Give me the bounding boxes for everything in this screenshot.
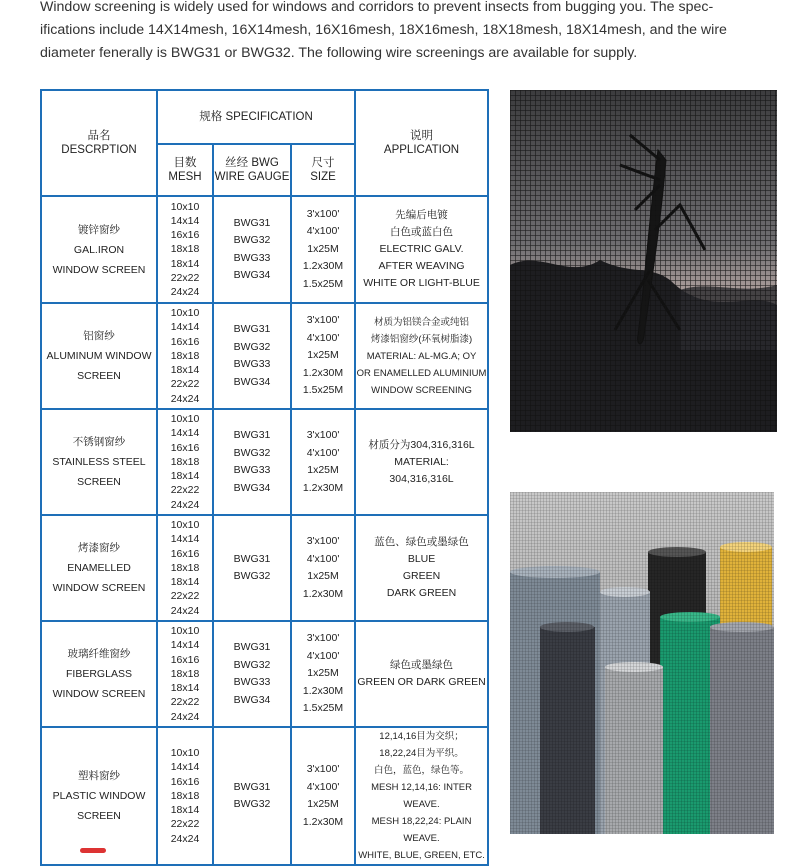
row-size-line: 1.2x30M bbox=[302, 684, 344, 697]
row-wire-gauge-line: BWG31 bbox=[233, 641, 271, 653]
row-description-line: 镀锌窗纱 bbox=[78, 223, 120, 236]
row-mesh bbox=[157, 727, 213, 865]
row-mesh-line: 16x16 bbox=[170, 441, 200, 454]
row-wire-gauge-line: BWG32 bbox=[233, 658, 271, 671]
row-mesh-line: 10x10 bbox=[170, 519, 200, 532]
row-mesh-line: 10x10 bbox=[170, 413, 200, 426]
row-mesh-line: 18x18 bbox=[170, 561, 200, 574]
row-size-line: 1.5x25M bbox=[302, 277, 344, 290]
mantis-on-screen-photo bbox=[510, 90, 777, 432]
row-description-line: FIBERGLASS bbox=[66, 668, 132, 680]
row-mesh bbox=[157, 409, 213, 515]
header-wire-gauge-en: WIRE GAUGE bbox=[214, 171, 290, 183]
header-application-en: APPLICATION bbox=[383, 144, 460, 156]
row-size-line: 1.5x25M bbox=[302, 384, 344, 397]
row-mesh bbox=[157, 303, 213, 409]
row-mesh-line: 16x16 bbox=[170, 775, 200, 788]
row-wire-gauge-line: BWG34 bbox=[233, 481, 271, 494]
row-application-line: 18,22,24目为平织。 bbox=[379, 748, 464, 759]
row-size-line: 1.2x30M bbox=[302, 481, 344, 494]
row-wire-gauge-line: BWG32 bbox=[233, 234, 271, 246]
row-wire-gauge-line: BWG33 bbox=[233, 676, 271, 688]
row-application-line: 304,316,316L bbox=[389, 472, 454, 485]
row-size-line: 1x25M bbox=[307, 570, 339, 582]
row-description-line: 烤漆窗纱 bbox=[78, 542, 120, 554]
row-application bbox=[355, 409, 488, 515]
row-wire-gauge bbox=[213, 196, 291, 303]
row-description-line: 塑料窗纱 bbox=[78, 770, 120, 782]
row-mesh-line: 18x14 bbox=[170, 804, 200, 817]
row-size-line: 1x25M bbox=[307, 242, 339, 255]
row-size-line: 4'x100' bbox=[306, 331, 340, 344]
row-mesh-line: 22x22 bbox=[170, 484, 200, 497]
row-application bbox=[355, 303, 488, 409]
row-description bbox=[41, 409, 157, 515]
row-size-line: 3'x100' bbox=[306, 314, 340, 327]
row-description-line: ENAMELLED bbox=[67, 562, 131, 574]
row-size-line: 4'x100' bbox=[306, 552, 340, 565]
intro-paragraph: Window screening is widely used for windows and corridors to prevent insects from bugging you. The spec-ifications include 14X14mesh, 16X14mesh, 16X16mesh, 18X16mesh, 18X18mesh, 18X14mesh, and the wire diameter fenerally is BWG31 or BWG32. The following wire screenings are available for supply. bbox=[40, 0, 727, 61]
row-mesh-line: 22x22 bbox=[170, 378, 200, 391]
row-wire-gauge bbox=[213, 515, 291, 621]
row-size-line: 1.2x30M bbox=[302, 815, 344, 828]
row-mesh-line: 22x22 bbox=[170, 696, 200, 709]
row-application bbox=[355, 515, 488, 621]
row-description-line: 铝窗纱 bbox=[83, 330, 115, 342]
row-size-line: 1x25M bbox=[307, 798, 339, 810]
row-application bbox=[355, 727, 488, 865]
row-size-line: 1x25M bbox=[307, 464, 339, 476]
row-size-line: 3'x100' bbox=[306, 763, 340, 775]
row-application-line: 绿色或墨绿色 bbox=[390, 659, 454, 671]
header-specification: 规格 SPECIFICATION bbox=[157, 90, 355, 144]
row-description bbox=[41, 727, 157, 865]
row-mesh-line: 14x14 bbox=[170, 321, 200, 334]
row-mesh-line: 18x18 bbox=[170, 455, 200, 468]
row-wire-gauge-line: BWG34 bbox=[233, 269, 271, 281]
row-description-line: PLASTIC WINDOW bbox=[52, 790, 146, 802]
row-mesh-line: 24x24 bbox=[170, 604, 200, 617]
header-description-cn: 品名 bbox=[87, 130, 111, 142]
row-size-line: 1.2x30M bbox=[302, 260, 344, 273]
header-description-en: DESCRPTION bbox=[61, 144, 137, 156]
row-mesh-line: 18x14 bbox=[170, 364, 200, 377]
row-description-line: GAL.IRON bbox=[73, 243, 125, 256]
row-application-line: 材质分为304,316,316L bbox=[368, 438, 475, 451]
row-mesh bbox=[157, 196, 213, 303]
row-application-line: BLUE bbox=[407, 553, 436, 565]
row-application bbox=[355, 196, 488, 303]
row-size-line: 3'x100' bbox=[306, 429, 340, 441]
row-application-line: ELECTRIC GALV. bbox=[379, 243, 464, 255]
header-wire-gauge-cn: 丝经 BWG bbox=[225, 157, 279, 169]
row-wire-gauge-line: BWG34 bbox=[233, 375, 271, 388]
row-size-line: 4'x100' bbox=[306, 780, 340, 793]
header-size bbox=[291, 144, 355, 196]
row-wire-gauge-line: BWG32 bbox=[233, 570, 271, 582]
row-description-line: 玻璃纤维窗纱 bbox=[67, 648, 131, 660]
row-description bbox=[41, 515, 157, 621]
row-application-line: WHITE, BLUE, GREEN, ETC. bbox=[358, 850, 485, 861]
row-mesh-line: 10x10 bbox=[170, 307, 200, 320]
row-description bbox=[41, 196, 157, 303]
header-application bbox=[355, 90, 488, 196]
row-size-line: 3'x100' bbox=[306, 207, 340, 220]
row-application-line: WINDOW SCREENING bbox=[371, 384, 472, 396]
row-wire-gauge-line: BWG31 bbox=[233, 429, 271, 441]
row-mesh-line: 10x10 bbox=[170, 747, 200, 760]
header-size-en: SIZE bbox=[310, 171, 336, 183]
row-mesh-line: 16x16 bbox=[170, 335, 200, 348]
row-description-line: ALUMINUM WINDOW bbox=[46, 350, 152, 362]
row-wire-gauge-line: BWG34 bbox=[233, 693, 271, 706]
row-mesh bbox=[157, 515, 213, 621]
header-mesh bbox=[157, 144, 213, 196]
table-row bbox=[41, 727, 488, 865]
row-size bbox=[291, 409, 355, 515]
row-mesh-line: 18x18 bbox=[170, 667, 200, 680]
row-mesh-line: 24x24 bbox=[170, 710, 200, 723]
row-mesh-line: 18x18 bbox=[170, 789, 200, 802]
row-size-line: 3'x100' bbox=[306, 535, 340, 547]
row-application-line: MATERIAL: AL-MG.A; OY bbox=[366, 350, 477, 362]
row-mesh-line: 22x22 bbox=[170, 818, 200, 831]
row-wire-gauge bbox=[213, 727, 291, 865]
table-header-row-1 bbox=[41, 90, 488, 144]
row-wire-gauge-line: BWG31 bbox=[233, 780, 271, 793]
row-size-line: 1x25M bbox=[307, 667, 339, 680]
table-row bbox=[41, 303, 488, 409]
row-mesh-line: 14x14 bbox=[170, 639, 200, 652]
row-application-line: MESH 18,22,24: PLAIN WEAVE. bbox=[371, 816, 472, 844]
row-size-line: 1.5x25M bbox=[302, 702, 344, 715]
table-row bbox=[41, 409, 488, 515]
row-mesh-line: 18x14 bbox=[170, 682, 200, 695]
row-application bbox=[355, 621, 488, 727]
row-mesh-line: 14x14 bbox=[170, 427, 200, 440]
row-wire-gauge-line: BWG33 bbox=[233, 358, 271, 370]
row-size bbox=[291, 303, 355, 409]
row-size-line: 1x25M bbox=[307, 349, 339, 362]
row-wire-gauge-line: BWG32 bbox=[233, 798, 271, 810]
row-mesh-line: 10x10 bbox=[170, 625, 200, 638]
row-application-line: 白色，蓝色，绿色等。 bbox=[374, 765, 470, 776]
row-wire-gauge bbox=[213, 621, 291, 727]
row-description-line: WINDOW SCREEN bbox=[52, 688, 146, 700]
row-size bbox=[291, 727, 355, 865]
row-size bbox=[291, 515, 355, 621]
row-application-line: MESH 12,14,16: INTER WEAVE. bbox=[371, 782, 472, 810]
row-mesh-line: 24x24 bbox=[170, 392, 200, 405]
row-application-line: AFTER WEAVING bbox=[378, 260, 465, 272]
row-size-line: 1.2x30M bbox=[302, 366, 344, 379]
row-wire-gauge-line: BWG32 bbox=[233, 446, 271, 459]
row-mesh-line: 18x14 bbox=[170, 257, 200, 270]
row-mesh-line: 16x16 bbox=[170, 229, 200, 242]
row-description-line: 不锈钢窗纱 bbox=[72, 436, 126, 448]
table-row bbox=[41, 196, 488, 303]
header-application-cn: 说明 bbox=[410, 130, 434, 142]
row-mesh-line: 18x14 bbox=[170, 576, 200, 589]
row-application-line: DARK GREEN bbox=[386, 587, 457, 599]
row-mesh-line: 14x14 bbox=[170, 214, 200, 227]
row-size-line: 4'x100' bbox=[306, 225, 340, 238]
row-mesh-line: 18x14 bbox=[170, 470, 200, 483]
row-wire-gauge-line: BWG31 bbox=[233, 323, 271, 335]
row-mesh-line: 24x24 bbox=[170, 286, 200, 298]
row-description-line: SCREEN bbox=[77, 476, 121, 488]
row-description-line: STAINLESS STEEL bbox=[52, 456, 146, 468]
row-description bbox=[41, 621, 157, 727]
specification-table bbox=[40, 89, 489, 866]
row-application-line: 白色或蓝白色 bbox=[390, 226, 454, 238]
row-description-line: SCREEN bbox=[77, 370, 121, 382]
row-description-line: SCREEN bbox=[77, 810, 121, 822]
header-mesh-en: MESH bbox=[168, 171, 202, 183]
row-mesh-line: 22x22 bbox=[170, 590, 200, 603]
row-application-line: 烤漆铝窗纱(环氧树脂漆) bbox=[370, 333, 473, 345]
row-wire-gauge-line: BWG33 bbox=[233, 251, 271, 264]
header-size-cn: 尺寸 bbox=[311, 157, 335, 169]
row-application-line: GREEN bbox=[402, 570, 441, 582]
header-description bbox=[41, 90, 157, 196]
row-application-line: 12,14,16目为交织； bbox=[379, 731, 464, 742]
row-mesh bbox=[157, 621, 213, 727]
row-application-line: 先编后电镀 bbox=[395, 209, 448, 221]
row-mesh-line: 16x16 bbox=[170, 653, 200, 666]
row-wire-gauge bbox=[213, 303, 291, 409]
table-row bbox=[41, 515, 488, 621]
row-application-line: WHITE OR LIGHT-BLUE bbox=[363, 277, 480, 289]
row-size bbox=[291, 621, 355, 727]
row-mesh-line: 22x22 bbox=[170, 271, 200, 284]
screen-rolls-photo bbox=[510, 492, 774, 834]
row-mesh-line: 18x18 bbox=[170, 349, 200, 362]
row-wire-gauge-line: BWG31 bbox=[233, 552, 271, 565]
row-size-line: 1.2x30M bbox=[302, 587, 344, 600]
row-description-line: WINDOW SCREEN bbox=[52, 582, 146, 594]
row-mesh-line: 14x14 bbox=[170, 533, 200, 546]
row-description-line: WINDOW SCREEN bbox=[52, 263, 146, 276]
row-mesh-line: 24x24 bbox=[170, 832, 200, 845]
row-application-line: 材质为铝镁合金或纯铝 bbox=[374, 316, 470, 328]
row-wire-gauge-line: BWG32 bbox=[233, 340, 271, 353]
row-mesh-line: 24x24 bbox=[170, 498, 200, 511]
row-wire-gauge-line: BWG33 bbox=[233, 464, 271, 476]
row-size-line: 4'x100' bbox=[306, 446, 340, 459]
row-application-line: 蓝色、绿色或墨绿色 bbox=[374, 536, 469, 548]
row-wire-gauge-line: BWG31 bbox=[233, 216, 271, 229]
header-mesh-cn: 目数 bbox=[173, 157, 197, 169]
row-mesh-line: 16x16 bbox=[170, 547, 200, 560]
row-application-line: GREEN OR DARK GREEN bbox=[357, 676, 486, 688]
header-wire-gauge bbox=[213, 144, 291, 196]
row-application-line: MATERIAL: bbox=[394, 455, 449, 468]
row-size-line: 3'x100' bbox=[306, 632, 340, 645]
row-size-line: 4'x100' bbox=[306, 649, 340, 662]
row-mesh-line: 18x18 bbox=[170, 243, 200, 256]
row-mesh-line: 14x14 bbox=[170, 761, 200, 774]
row-size bbox=[291, 196, 355, 303]
decorative-mark bbox=[80, 848, 106, 853]
row-wire-gauge bbox=[213, 409, 291, 515]
table-row bbox=[41, 621, 488, 727]
row-application-line: OR ENAMELLED ALUMINIUM bbox=[356, 367, 487, 379]
row-description bbox=[41, 303, 157, 409]
row-mesh-line: 10x10 bbox=[170, 200, 200, 213]
